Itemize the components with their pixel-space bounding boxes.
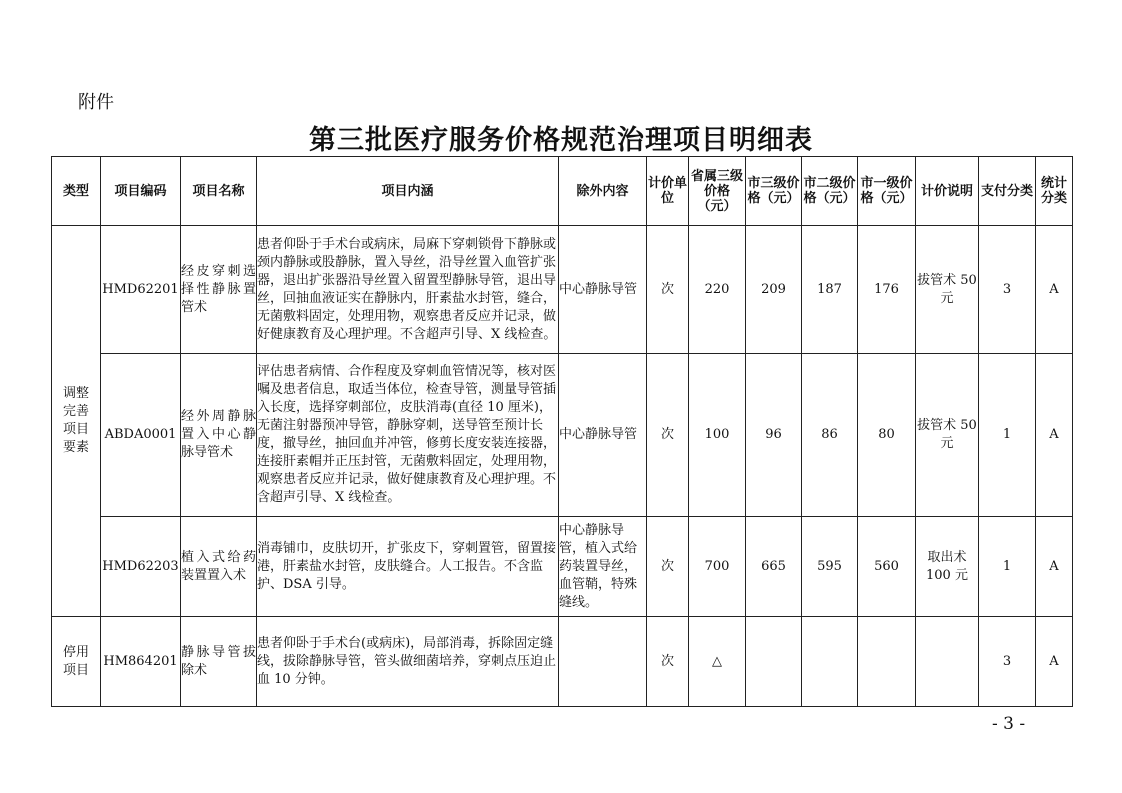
item-content: 消毒铺巾，皮肤切开，扩张皮下，穿刺置管，留置接港，肝素盐水封管，皮肤缝合。人工报告。不含监护、DSA 引导。 bbox=[257, 517, 559, 617]
stat-class: A bbox=[1036, 517, 1073, 617]
city3-price bbox=[746, 617, 802, 707]
provincial-price: 700 bbox=[689, 517, 746, 617]
document-title: 第三批医疗服务价格规范治理项目明细表 bbox=[309, 125, 813, 156]
pricing-note: 拔管术 50 元 bbox=[916, 226, 979, 354]
item-name: 经皮穿刺选择性静脉置管术 bbox=[181, 226, 257, 354]
stat-class: A bbox=[1036, 617, 1073, 707]
item-content: 患者仰卧于手术台(或病床)，局部消毒，拆除固定缝线，拔除静脉导管，管头做细菌培养，穿刺点压迫止血 10 分钟。 bbox=[257, 617, 559, 707]
excluded-content: 中心静脉导管 bbox=[559, 226, 647, 354]
pricing-note bbox=[916, 617, 979, 707]
pricing-note: 拔管术 50 元 bbox=[916, 354, 979, 517]
item-name: 经外周静脉置入中心静脉导管术 bbox=[181, 354, 257, 517]
item-name: 静脉导管拔除术 bbox=[181, 617, 257, 707]
item-content: 评估患者病情、合作程度及穿刺血管情况等，核对医嘱及患者信息，取适当体位，检查导管，测量导管插入长度，选择穿刺部位，皮肤消毒(直径 10 厘米)，无菌注射器预冲导管，静脉穿刺，送导管至预计长度，撤导丝，抽回血并冲管，修剪长度安装连接器，连接肝素帽并正压封管，无菌敷料固定，处理用物，观察患者反应并记录，做好健康教育及心理护理。不含超声引导、X 线检查。 bbox=[257, 354, 559, 517]
pricing-unit: 次 bbox=[647, 617, 689, 707]
city3-price: 96 bbox=[746, 354, 802, 517]
col-header-stat-class: 统计分类 bbox=[1036, 157, 1073, 226]
city3-price: 665 bbox=[746, 517, 802, 617]
payment-class: 1 bbox=[979, 517, 1036, 617]
excluded-content: 中心静脉导管，植入式给药装置导丝，血管鞘，特殊缝线。 bbox=[559, 517, 647, 617]
provincial-price: 220 bbox=[689, 226, 746, 354]
city1-price: 176 bbox=[858, 226, 916, 354]
payment-class: 3 bbox=[979, 226, 1036, 354]
city2-price: 187 bbox=[802, 226, 858, 354]
col-header-city2-price: 市二级价格（元） bbox=[802, 157, 858, 226]
pricing-unit: 次 bbox=[647, 354, 689, 517]
table-row bbox=[52, 517, 1073, 617]
city2-price: 86 bbox=[802, 354, 858, 517]
category-cell bbox=[52, 617, 101, 707]
pricing-unit: 次 bbox=[647, 226, 689, 354]
price-detail-table bbox=[51, 156, 1073, 707]
pricing-unit: 次 bbox=[647, 517, 689, 617]
item-code: HMD62201 bbox=[101, 226, 181, 354]
table-header-row bbox=[52, 157, 1073, 226]
col-header-pricing-note: 计价说明 bbox=[916, 157, 979, 226]
provincial-price: △ bbox=[689, 617, 746, 707]
table-row bbox=[52, 354, 1073, 517]
city3-price: 209 bbox=[746, 226, 802, 354]
payment-class: 3 bbox=[979, 617, 1036, 707]
item-code: HMD62203 bbox=[101, 517, 181, 617]
category-cell bbox=[52, 226, 101, 617]
col-header-code: 项目编码 bbox=[101, 157, 181, 226]
col-header-city3-price: 市三级价格（元） bbox=[746, 157, 802, 226]
col-header-provincial-price: 省属三级价格（元） bbox=[689, 157, 746, 226]
city1-price: 80 bbox=[858, 354, 916, 517]
col-header-content: 项目内涵 bbox=[257, 157, 559, 226]
pricing-note: 取出术 100 元 bbox=[916, 517, 979, 617]
item-code: HM864201 bbox=[101, 617, 181, 707]
item-name: 植入式给药装置置入术 bbox=[181, 517, 257, 617]
city1-price: 560 bbox=[858, 517, 916, 617]
category-label: 调整完善项目要素 bbox=[62, 386, 89, 455]
attachment-label: 附件 bbox=[78, 92, 114, 113]
city2-price: 595 bbox=[802, 517, 858, 617]
col-header-excluded: 除外内容 bbox=[559, 157, 647, 226]
excluded-content: 中心静脉导管 bbox=[559, 354, 647, 517]
page-number: - 3 - bbox=[992, 714, 1026, 734]
stat-class: A bbox=[1036, 354, 1073, 517]
item-code: ABDA0001 bbox=[101, 354, 181, 517]
payment-class: 1 bbox=[979, 354, 1036, 517]
table-row bbox=[52, 617, 1073, 707]
col-header-city1-price: 市一级价格（元） bbox=[858, 157, 916, 226]
col-header-name: 项目名称 bbox=[181, 157, 257, 226]
stat-class: A bbox=[1036, 226, 1073, 354]
table-row bbox=[52, 226, 1073, 354]
city1-price bbox=[858, 617, 916, 707]
item-content: 患者仰卧于手术台或病床，局麻下穿刺锁骨下静脉或颈内静脉或股静脉，置入导丝，沿导丝置入血管扩张器，退出扩张器沿导丝置入留置型静脉导管，退出导丝，回抽血液证实在静脉内，肝素盐水封管，缝合，无菌敷料固定，处理用物，观察患者反应并记录，做好健康教育及心理护理。不含超声引导、X 线检查。 bbox=[257, 226, 559, 354]
col-header-type: 类型 bbox=[52, 157, 101, 226]
excluded-content bbox=[559, 617, 647, 707]
category-label: 停用项目 bbox=[62, 644, 89, 678]
col-header-unit: 计价单位 bbox=[647, 157, 689, 226]
provincial-price: 100 bbox=[689, 354, 746, 517]
col-header-payment-class: 支付分类 bbox=[979, 157, 1036, 226]
city2-price bbox=[802, 617, 858, 707]
